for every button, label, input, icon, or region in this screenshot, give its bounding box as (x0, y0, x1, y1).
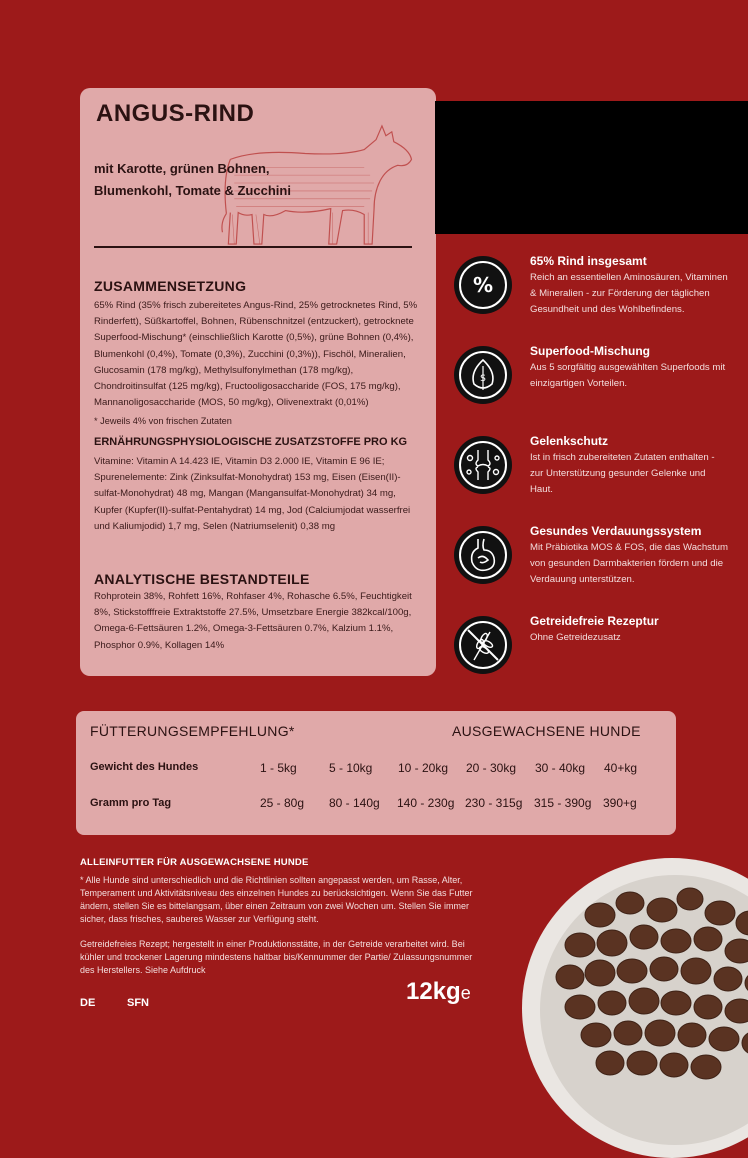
estimated-mark: e (460, 983, 471, 1003)
composition-text: 65% Rind (35% frisch zubereitetes Angus-Rind, 25% getrocknetes Rind, 5% Rinderfett), Süßkartoffel, Bohnen, Rübenschnitzel (entzuckert), getrocknete Superfood-Mischung* (einschließlich Karotte (0,5%), grüne Bohnen (0,4%), Blumenkohl (0,4%), Tomate (0,3%), Zucchini (0,3%)), Fischöl, Mineralien, Glucosamin (178 mg/kg), Methylsulfonylmethan (178 mg/kg), Chondroitinsulfat (125 mg/kg), Fructooligosaccharide (FOS, 175 mg/kg), Mannanoligosaccharide (MOS, 50 mg/kg), Olivenextrakt (0,01%) (94, 300, 418, 409)
additives-text: Vitamine: Vitamin A 14.423 IE, Vitamin D3 2.000 IE, Vitamin E 96 IE; Spurenelemente: Zink (Zinksulfat-Monohydrat) 153 mg, Eisen (Eisen(II)-sulfat-Monohydrat) 48 mg, Mangan (Mangansulfat-Monohydrat) 34 mg, Kupfer (Kupfer(II)-sulfat-Pentahydrat) 14 mg, Jod (Calciumjodat wasserfrei und Kaliumjodid) 1,7 mg, Selen (Natriumselenit) 0,38 mg (94, 456, 411, 532)
weight-cell: 5 - 10kg (329, 761, 373, 775)
product-title: ANGUS-RIND (96, 100, 255, 127)
info-panel (80, 88, 436, 676)
feature-joint (454, 436, 744, 506)
net-weight (406, 978, 471, 1006)
language-code: DE (80, 997, 96, 1009)
gram-row-label: Gramm pro Tag (90, 797, 172, 809)
joint-icon (454, 436, 512, 494)
composition-note: * Jeweils 4% von frischen Zutaten (94, 416, 232, 426)
additives-heading: ERNÄHRUNGSPHYSIOLOGISCHE ZUSATZSTOFFE PRO KG (94, 436, 408, 448)
black-label-box (435, 101, 748, 234)
weight-cell: 10 - 20kg (398, 761, 449, 775)
divider (94, 246, 412, 248)
analysis-text: Rohprotein 38%, Rohfett 16%, Rohfaser 4%, Rohasche 6.5%, Feuchtigkeit 8%, Stickstofffreie Extraktstoffe 27.5%, Umsetzbare Energie 382kcal/100g, Omega-6-Fettsäuren 1.2%, Omega-3-Fettsäuren 0.7%, Kalzium 1.1%, Phosphor 0.9%, Kollagen 14% (94, 591, 412, 651)
feature-title: Gesundes Verdauungssystem (530, 524, 702, 538)
gram-cell: 230 - 315g (465, 796, 523, 810)
percent-icon (454, 256, 512, 314)
svg-text:%: % (472, 273, 494, 297)
weight-row-label: Gewicht des Hundes (90, 761, 199, 773)
weight-value: 12kg (406, 978, 461, 1005)
feature-title: Getreidefreie Rezeptur (530, 614, 659, 628)
feature-text: Reich an essentiellen Aminosäuren, Vitaminen & Mineralien - zur Förderung der täglichen Gesundheit und des Wohlbefindens. (530, 272, 728, 316)
gram-cell: 80 - 140g (329, 796, 380, 810)
gram-cell: 140 - 230g (397, 796, 455, 810)
feeding-table (76, 711, 676, 835)
weight-cell: 20 - 30kg (466, 761, 517, 775)
feature-text: Mit Präbiotika MOS & FOS, die das Wachstum von gesunden Darmbakterien fördern und die Verdauung unterstützen. (530, 542, 728, 586)
footer-paragraph: Getreidefreies Rezept; hergestellt in einer Produktionsstätte, in der Getreide verarbeitet wird. Bei kühler und trockener Lagerung mindestens haltbar bis/Kennummer der Partie/ Zulassungsnummer des Herstellers. Siehe Aufdruck (80, 939, 473, 975)
feature-digestion (454, 526, 744, 596)
footer-paragraph: * Alle Hunde sind unterschiedlich und die Richtlinien sollten angepasst werden, um Rasse, Alter, Temperament und Aktivitätsniveau des einzelnen Hundes zu berücksichtigen. Wenn Sie das Futter ändern, stellen Sie es bittelangsam, über einen Zeitraum von zwei Wochen um. Stellen Sie immer sicher, dass frisches, sauberes Wasser zur Verfügung steht. (80, 875, 473, 924)
feature-title: Superfood-Mischung (530, 344, 650, 358)
wheat-icon (454, 616, 512, 674)
feature-superfood (454, 346, 744, 416)
product-subtitle: mit Karotte, grünen Bohnen, Blumenkohl, Tomate & Zucchini (94, 161, 291, 198)
feature-text: Aus 5 sorgfältig ausgewählten Superfoods mit einzigartigen Vorteilen. (530, 362, 726, 390)
feature-title: Gelenkschutz (530, 434, 609, 448)
feeding-subheading: AUSGEWACHSENE HUNDE (452, 723, 641, 739)
footer-heading: ALLEINFUTTER FÜR AUSGEWACHSENE HUNDE (80, 857, 309, 868)
origin-code: SFN (127, 997, 149, 1009)
feature-beef (454, 256, 744, 326)
feeding-heading: FÜTTERUNGSEMPFEHLUNG* (90, 723, 295, 739)
weight-cell: 1 - 5kg (260, 761, 297, 775)
gram-cell: 25 - 80g (260, 796, 305, 810)
feature-text: Ist in frisch zubereiteten Zutaten enthalten - zur Unterstützung gesunder Gelenke und Haut. (530, 452, 715, 496)
stomach-icon (454, 526, 512, 584)
feature-title: 65% Rind insgesamt (530, 254, 647, 268)
composition-heading: ZUSAMMENSETZUNG (94, 278, 247, 294)
feature-grainfree (454, 616, 744, 686)
weight-cell: 40+kg (604, 761, 638, 775)
gram-cell: 315 - 390g (534, 796, 592, 810)
gram-cell: 390+g (603, 796, 637, 810)
feature-text: Ohne Getreidezusatz (530, 632, 621, 643)
svg-text:S: S (480, 374, 486, 384)
weight-cell: 30 - 40kg (535, 761, 586, 775)
leaf-icon (454, 346, 512, 404)
analysis-heading: ANALYTISCHE BESTANDTEILE (94, 571, 310, 587)
